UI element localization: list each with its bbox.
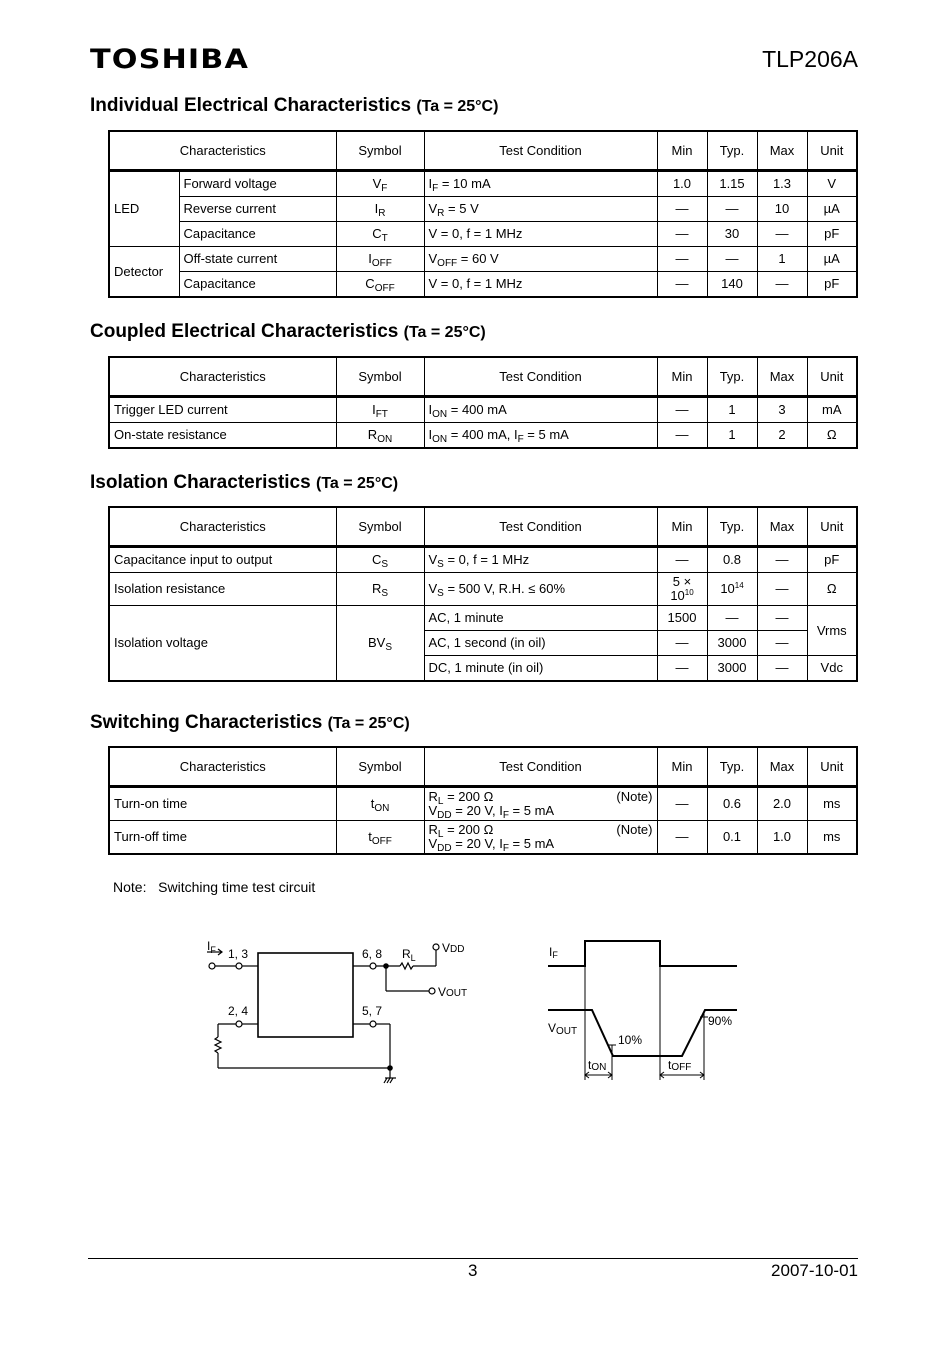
cell-text: I <box>368 251 372 266</box>
cell-text: — <box>675 660 689 675</box>
svg-text:IF <box>549 945 558 960</box>
column-header: Characteristics <box>109 357 336 397</box>
svg-text:VOUT <box>438 985 467 999</box>
cell-text: V <box>428 581 438 596</box>
cell-text: S <box>381 559 389 570</box>
rl-sub: L <box>410 953 416 963</box>
cell-text: — <box>775 610 789 625</box>
cell-text: T <box>381 233 388 244</box>
rl-label: R <box>402 947 411 961</box>
cell-text: V <box>428 201 438 216</box>
cell-text: ms <box>823 796 841 811</box>
cell-text: I <box>374 201 379 216</box>
cell-text: 10 <box>774 201 790 216</box>
cell-text: Vrms <box>816 622 847 638</box>
cell-text: R <box>437 208 445 219</box>
cell-text: Detector <box>114 263 164 279</box>
column-header: Max <box>757 131 807 171</box>
cell-text: ON <box>374 803 390 814</box>
column-header: Test Condition <box>424 357 657 397</box>
cell-text: C <box>372 226 382 241</box>
svg-text:RL <box>402 947 416 963</box>
cell-text: mA <box>822 402 842 417</box>
cell-text: I <box>428 176 433 191</box>
section-title-text: Coupled Electrical Characteristics <box>90 321 399 342</box>
cell-text: = 200 Ω <box>443 789 494 804</box>
cell-text: 140 <box>721 276 743 291</box>
section-title-text: Switching Characteristics <box>90 712 323 733</box>
cell-text: L <box>437 829 444 840</box>
cell-text: Off-state current <box>183 251 278 266</box>
column-header: Min <box>657 507 707 547</box>
ton-sub: ON <box>591 1062 607 1073</box>
cell-text: = 5 mA <box>523 427 569 442</box>
cell-text: OFF <box>437 258 458 269</box>
cell-text: C <box>371 552 382 567</box>
column-header: Unit <box>807 131 857 171</box>
toff-label: t <box>668 1058 672 1072</box>
cell-text: Capacitance input to output <box>114 552 273 567</box>
cell-text: 10 <box>684 588 694 597</box>
cell-text: F <box>432 183 439 194</box>
cell-text: 0.8 <box>722 552 742 567</box>
cell-text: F <box>502 810 509 821</box>
cell-text: V <box>372 176 382 191</box>
vout-sub: OUT <box>446 988 468 999</box>
cell-text: R <box>367 427 378 442</box>
cell-text: = 20 V, I <box>451 836 503 851</box>
cell-text: V <box>428 251 438 266</box>
cell-text: S <box>381 588 389 599</box>
cell-text: BV <box>367 635 386 650</box>
wave-vout-label: V <box>548 1021 557 1035</box>
cell-text: = 0, f = 1 MHz <box>443 552 530 567</box>
cell-text: — <box>725 251 739 266</box>
cell-text: — <box>675 226 689 241</box>
cell-text: DC, 1 minute (in oil) <box>428 660 544 675</box>
pin-5-7-label: 5, 7 <box>362 1004 383 1018</box>
svg-text:VOUT <box>548 1021 577 1037</box>
column-header: Unit <box>807 357 857 397</box>
cell-text: = 5 V <box>444 201 479 216</box>
cell-text: Capacitance <box>183 276 256 291</box>
cell-text: = 5 mA <box>508 836 555 851</box>
cell-text: 1 <box>728 427 736 442</box>
cell-text: V = 0, f = 1 MHz <box>428 226 523 241</box>
svg-text:VDD <box>442 941 464 955</box>
cell-text: = 20 V, I <box>451 803 503 818</box>
cell-text: LED <box>114 201 140 216</box>
note-ref: (Note) <box>616 789 653 804</box>
cell-text: — <box>675 552 689 567</box>
cell-text: DD <box>437 843 452 854</box>
vdd-sub: DD <box>450 944 465 955</box>
column-header: Max <box>757 357 807 397</box>
column-header: Typ. <box>707 131 757 171</box>
cell-text: ms <box>823 829 841 844</box>
column-header: Typ. <box>707 357 757 397</box>
vout-label: V <box>438 985 447 999</box>
column-header: Min <box>657 357 707 397</box>
cell-text: Turn-on time <box>114 796 188 811</box>
cell-text: 3000 <box>717 660 747 675</box>
cell-text: 1500 <box>667 610 697 625</box>
cell-text: = 5 mA <box>508 803 555 818</box>
cell-text: S <box>437 559 444 570</box>
column-header: Symbol <box>336 357 424 397</box>
column-header: Symbol <box>336 747 424 787</box>
cell-text: I <box>372 402 376 417</box>
note-ref: (Note) <box>616 822 653 837</box>
toff-sub: OFF <box>671 1062 692 1073</box>
cell-text: 1.0 <box>772 829 792 844</box>
if-sub: F <box>210 945 216 955</box>
column-header: Max <box>757 507 807 547</box>
cell-text: Ω <box>826 427 837 442</box>
pin-1-3-label: 1, 3 <box>228 947 249 961</box>
cell-text: — <box>775 660 789 675</box>
cell-text: S <box>437 588 444 599</box>
cell-text: On-state resistance <box>114 427 227 442</box>
cell-text: — <box>675 251 689 266</box>
cell-text: AC, 1 second (in oil) <box>428 635 546 650</box>
section-condition: (Ta = 25°C) <box>327 715 410 732</box>
ninety-percent-label: 90% <box>708 1014 733 1028</box>
cell-text: 30 <box>724 226 740 241</box>
cell-text: pF <box>824 552 840 567</box>
cell-text: 2 <box>778 427 786 442</box>
cell-text: AC, 1 minute <box>428 610 504 625</box>
cell-text: F <box>517 434 524 445</box>
column-header: Test Condition <box>424 131 657 171</box>
cell-text: = 400 mA <box>447 402 507 417</box>
cell-text: Forward voltage <box>183 176 277 191</box>
cell-text: V = 0, f = 1 MHz <box>428 276 523 291</box>
cell-text: ON <box>432 409 448 420</box>
column-header: Min <box>657 747 707 787</box>
cell-text: 10 <box>720 581 735 596</box>
cell-text: Reverse current <box>183 201 276 216</box>
footer-divider <box>88 1258 858 1259</box>
cell-text: Capacitance <box>183 226 256 241</box>
cell-text: 10 <box>670 588 685 603</box>
cell-text: — <box>775 581 789 596</box>
column-header: Symbol <box>336 507 424 547</box>
cell-text: 2.0 <box>772 796 792 811</box>
cell-text: 1.3 <box>772 176 792 191</box>
section-condition: (Ta = 25°C) <box>315 475 399 492</box>
cell-text: Vdc <box>820 660 843 675</box>
cell-text: Isolation resistance <box>114 581 226 596</box>
cell-text: I <box>428 427 433 442</box>
column-header: Symbol <box>336 131 424 171</box>
cell-text: ON <box>377 434 393 445</box>
ten-percent-label: 10% <box>618 1033 643 1047</box>
cell-text: S <box>385 642 392 653</box>
footer-date: 2007-10-01 <box>771 1261 858 1280</box>
cell-text: Ω <box>826 581 837 596</box>
pin-2-4-label: 2, 4 <box>228 1004 249 1018</box>
column-header: Typ. <box>707 747 757 787</box>
cell-text: FT <box>375 409 388 420</box>
cell-text: C <box>365 276 375 291</box>
cell-text: F <box>502 843 509 854</box>
cell-text: OFF <box>371 836 392 847</box>
cell-text: = 200 Ω <box>443 822 494 837</box>
cell-text: = 500 V, R.H. ≤ 60% <box>443 581 566 596</box>
cell-text: — <box>725 610 739 625</box>
column-header: Typ. <box>707 507 757 547</box>
toshiba-logo: TOSHIBA <box>90 44 249 75</box>
cell-text: — <box>675 796 689 811</box>
note-text: Note: Switching time test circuit <box>113 879 316 895</box>
cell-text: pF <box>824 276 840 291</box>
cell-text: Turn-off time <box>114 829 187 844</box>
cell-text: V <box>428 803 438 818</box>
cell-text: V <box>428 552 438 567</box>
cell-text: 5 × <box>672 574 692 589</box>
wave-if-sub: F <box>552 950 558 960</box>
section-condition: (Ta = 25°C) <box>403 324 486 341</box>
cell-text: 1 <box>778 251 786 266</box>
cell-text: 3000 <box>717 635 747 650</box>
cell-text: — <box>675 829 689 844</box>
cell-text: — <box>675 635 689 650</box>
vdd-label: V <box>442 941 451 955</box>
cell-text: = 10 mA <box>438 176 491 191</box>
cell-text: — <box>675 276 689 291</box>
cell-text: 1.0 <box>672 176 692 191</box>
cell-text: ON <box>432 434 448 445</box>
cell-text: 1.15 <box>719 176 745 191</box>
svg-text:tON <box>588 1058 606 1073</box>
column-header: Characteristics <box>109 747 336 787</box>
cell-text: 3 <box>778 402 786 417</box>
cell-text: — <box>775 226 789 241</box>
cell-text: DD <box>437 810 452 821</box>
if-label: I <box>207 939 211 953</box>
pin-6-8-label: 6, 8 <box>362 947 383 961</box>
cell-text: OFF <box>371 258 392 269</box>
cell-text: pF <box>824 226 840 241</box>
cell-text: = 60 V <box>457 251 499 266</box>
cell-text: 0.6 <box>722 796 742 811</box>
wave-vout-sub: OUT <box>556 1026 578 1037</box>
column-header: Characteristics <box>109 131 336 171</box>
cell-text: t <box>370 796 375 811</box>
page-number: 3 <box>468 1261 478 1280</box>
column-header: Unit <box>807 747 857 787</box>
column-header: Test Condition <box>424 507 657 547</box>
section-condition: (Ta = 25°C) <box>416 98 499 115</box>
cell-text: — <box>725 201 739 216</box>
cell-text: — <box>675 201 689 216</box>
section-title-text: Individual Electrical Characteristics <box>90 95 412 116</box>
cell-text: 0.1 <box>722 829 742 844</box>
ton-label: t <box>588 1058 592 1072</box>
cell-text: 14 <box>734 581 744 590</box>
column-header: Max <box>757 747 807 787</box>
cell-text: 1 <box>728 402 736 417</box>
cell-text: R <box>378 208 386 219</box>
cell-text: t <box>368 829 372 844</box>
cell-text: — <box>775 635 789 650</box>
svg-text:IF <box>207 939 216 955</box>
column-header: Min <box>657 131 707 171</box>
wave-if-label: I <box>549 945 553 959</box>
cell-text: µA <box>823 251 840 266</box>
part-number: TLP206A <box>762 46 858 72</box>
column-header: Characteristics <box>109 507 336 547</box>
cell-text: µA <box>823 201 840 216</box>
cell-text: R <box>428 789 438 804</box>
cell-text: — <box>675 427 689 442</box>
cell-text: L <box>437 796 444 807</box>
cell-text: F <box>381 183 388 194</box>
cell-text: Trigger LED current <box>114 402 228 417</box>
cell-text: — <box>675 402 689 417</box>
cell-text: V <box>827 176 837 191</box>
cell-text: Isolation voltage <box>114 635 208 650</box>
cell-text: V <box>428 836 438 851</box>
cell-text: I <box>428 402 433 417</box>
cell-text: — <box>775 276 789 291</box>
column-header: Unit <box>807 507 857 547</box>
svg-text:tOFF <box>668 1058 691 1073</box>
cell-text: — <box>775 552 789 567</box>
cell-text: R <box>428 822 438 837</box>
cell-text: = 400 mA, I <box>447 427 518 442</box>
cell-text: R <box>371 581 382 596</box>
column-header: Test Condition <box>424 747 657 787</box>
section-title-text: Isolation Characteristics <box>90 472 311 493</box>
cell-text: OFF <box>374 283 395 294</box>
